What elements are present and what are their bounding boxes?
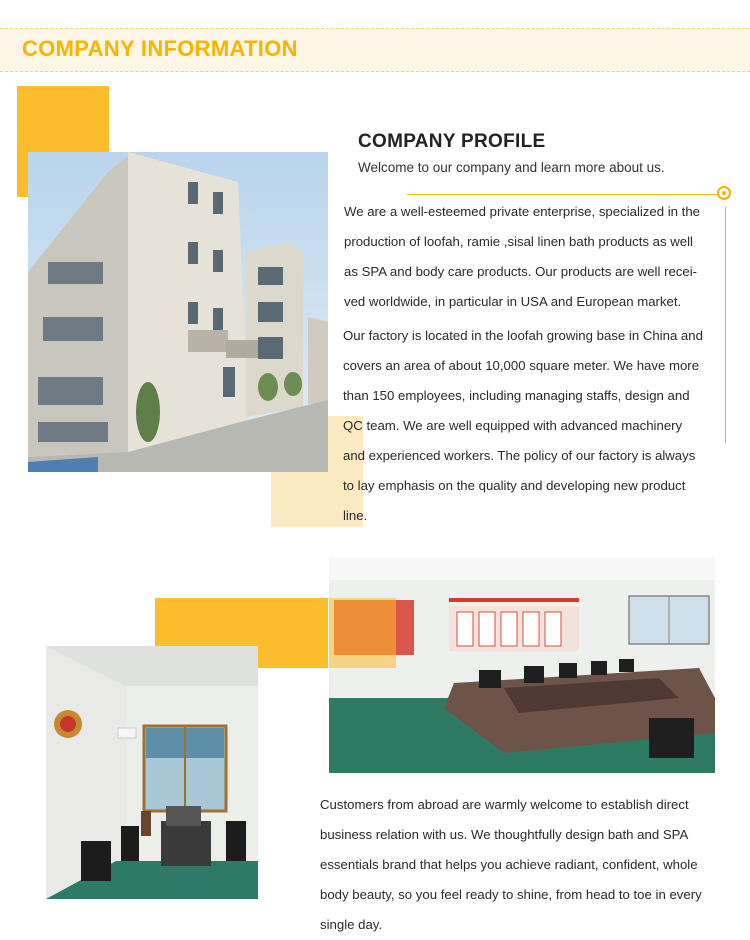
text-line: QC team. We are well equipped with advanced machinery bbox=[343, 418, 683, 433]
text-line: line. bbox=[343, 508, 368, 523]
divider-line bbox=[407, 194, 720, 195]
banner-title: COMPANY INFORMATION bbox=[22, 36, 298, 61]
text-line: than 150 employees, including managing staffs, design and bbox=[343, 388, 690, 403]
profile-paragraph-2 bbox=[343, 321, 729, 531]
customers-paragraph bbox=[320, 790, 734, 940]
text-line: Our factory is located in the loofah growing base in China and bbox=[343, 328, 703, 343]
text-line: and experienced workers. The policy of our factory is always bbox=[343, 448, 696, 463]
text-line: business relation with us. We thoughtfully design bath and SPA bbox=[320, 827, 689, 842]
text-line: to lay emphasis on the quality and developing new product bbox=[343, 478, 686, 493]
factory-building-photo bbox=[28, 152, 328, 472]
decor-block-overlay bbox=[329, 598, 396, 668]
text-line: as SPA and body care products. Our products are well recei- bbox=[344, 264, 698, 279]
text-line: production of loofah, ramie ,sisal linen bath products as well bbox=[344, 234, 693, 249]
profile-paragraph-1 bbox=[344, 197, 728, 317]
text-line: body beauty, so you feel ready to shine, from head to toe in every bbox=[320, 887, 702, 902]
text-line: single day. bbox=[320, 917, 383, 932]
text-line: ved worldwide, in particular in USA and European market. bbox=[344, 294, 682, 309]
office-room-photo bbox=[46, 646, 258, 899]
company-profile-subtitle: Welcome to our company and learn more about us. bbox=[358, 160, 665, 175]
company-profile-title: COMPANY PROFILE bbox=[358, 131, 546, 152]
text-line: essentials brand that helps you achieve radiant, confident, whole bbox=[320, 857, 698, 872]
text-line: covers an area of about 10,000 square meter. We have more bbox=[343, 358, 700, 373]
text-line: We are a well-esteemed private enterprise, specialized in the bbox=[344, 204, 700, 219]
text-line: Customers from abroad are warmly welcome to establish direct bbox=[320, 797, 689, 812]
